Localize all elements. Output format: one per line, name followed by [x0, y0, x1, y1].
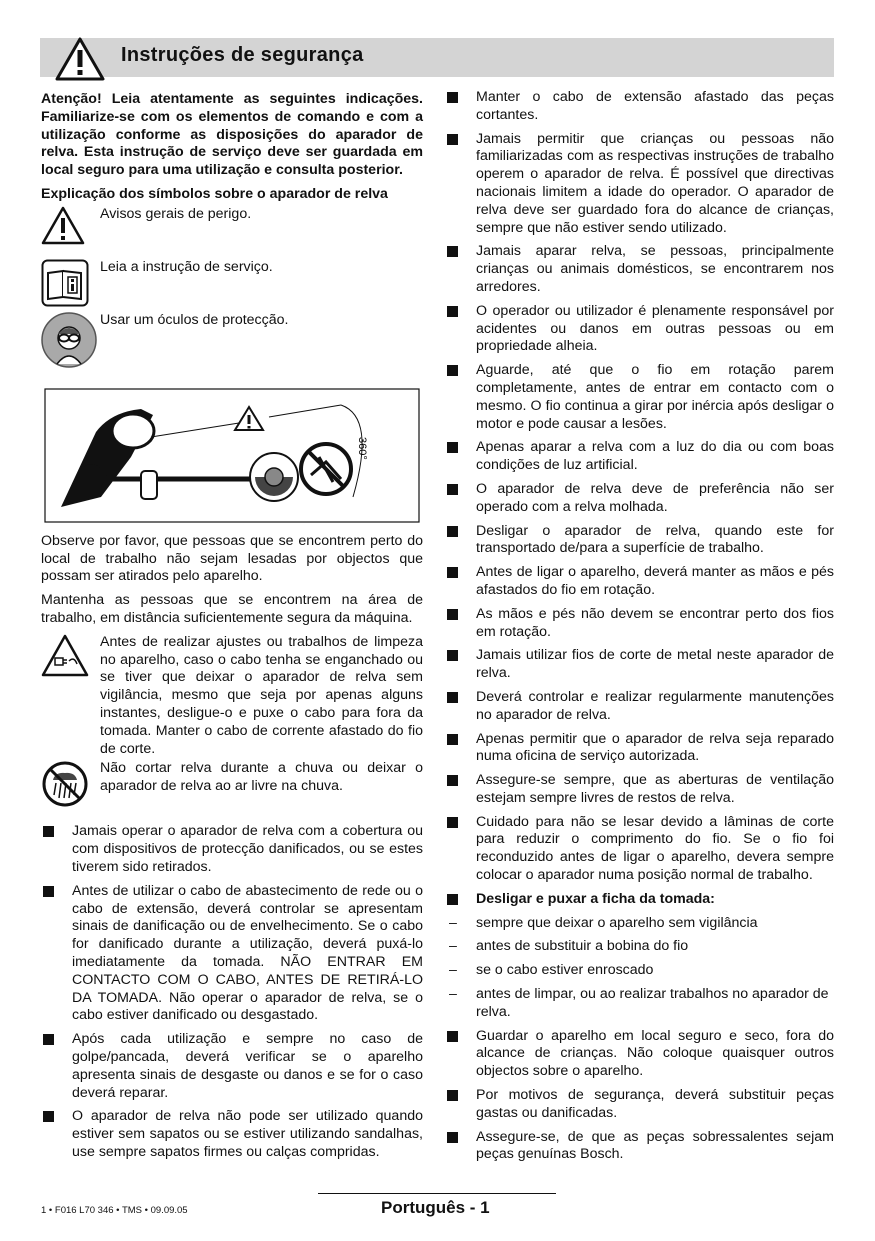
bullet-item: Desligar o aparador de relva, quando este for transportado de/para a superfície de trabalho. [445, 523, 834, 559]
dash-marker: – [449, 914, 457, 931]
bullet-item: Jamais operar o aparador de relva com a cobertura ou com dispositivos de protecção danificados, ou se estes tiverem sido retirados. [41, 823, 423, 876]
dash-text: sempre que deixar o aparelho sem vigilância [476, 914, 758, 931]
no-rain-icon [41, 760, 89, 808]
trimmer-figure [41, 387, 423, 525]
dash-text: antes de substituir a bobina do fio [476, 938, 689, 955]
bullet-item: Por motivos de segurança, deverá substituir peças gastas ou danificadas. [445, 1087, 834, 1123]
dash-item [445, 986, 834, 1022]
section-header [40, 38, 834, 77]
read-manual-icon [41, 259, 89, 307]
rotation-label: 360° [356, 436, 368, 460]
bullet-item: O aparador de relva deve de preferência não ser operado com a relva molhada. [445, 481, 834, 517]
right-column [445, 89, 834, 1170]
symbol-text: Usar um óculos de protecção. [100, 311, 289, 328]
intro-paragraph: Atenção! Leia atentamente as seguintes indicações. Familiarize-se com os elementos de comando e com a utilização conforme as disposições do aparador de relva. Esta instrução de serviço deve ser guardada em local seguro para uma utilização e consulta posterior. [41, 91, 423, 179]
bullet-item: Deverá controlar e realizar regularmente manutenções no aparador de relva. [445, 689, 834, 725]
dash-text: antes de limpar, ou ao realizar trabalhos no aparador de relva. [476, 986, 829, 1020]
unplug-warning-icon [41, 634, 89, 678]
bullet-item: O operador ou utilizador é plenamente responsável por acidentes ou danos em outras pessoas ou em propriedade alheia. [445, 303, 834, 356]
symbol-text: Leia a instrução de serviço. [100, 258, 273, 275]
bullet-item: O aparador de relva não pode ser utilizado quando estiver sem sapatos ou se estiver utilizando sandalhas, use sempre sapatos firmes ou calças compridas. [41, 1108, 423, 1161]
dash-item [445, 915, 834, 933]
bullet-item: Manter o cabo de extensão afastado das peças cortantes. [445, 89, 834, 125]
bullet-item: As mãos e pés não devem se encontrar perto dos fios em rotação. [445, 606, 834, 642]
left-column [41, 91, 423, 1168]
dash-item [445, 938, 834, 956]
symbols-heading: Explicação dos símbolos sobre o aparador de relva [41, 185, 388, 202]
dash-text: se o cabo estiver enroscado [476, 962, 654, 979]
unplug-heading: Desligar e puxar a ficha da tomada: [445, 891, 834, 909]
page-number: Português - 1 [381, 1198, 490, 1217]
bullet-item: Guardar o aparelho em local seguro e seco, fora do alcance de crianças. Não coloque quaisquer outros objectos sobre o aparelho. [445, 1028, 834, 1081]
document-code: 1 • F016 L70 346 • TMS • 09.09.05 [41, 1205, 188, 1216]
page-title: Instruções de segurança [121, 44, 364, 66]
bullet-item: Cuidado para não se lesar devido a lâminas de corte para reduzir o comprimento do fio. Se o fio foi reconduzido antes de ligar o aparelho, devera sempre colocar o aparador numa posição normal de trabalho. [445, 814, 834, 885]
bullet-item: Assegure-se sempre, que as aberturas de ventilação estejam sempre livres de restos de relva. [445, 772, 834, 808]
safety-goggles-icon [41, 312, 97, 368]
rain-instruction [41, 760, 423, 813]
bullet-item: Antes de ligar o aparelho, deverá manter as mãos e pés afastados do fio em rotação. [445, 564, 834, 600]
unplug-instruction [41, 634, 423, 759]
bullet-item: Antes de utilizar o cabo de abastecimento de rede ou o cabo de extensão, deverá controlar se apresentam sinais de danificação ou de envelhecimento. Se o cabo for danificado durante a utilização, deverá puxá-lo imediatamente da tomada. NÃO ENTRAR EM CONTACTO COM O CABO, ANTES DE RETIRÁ-LO DA TOMADA. Não operar o aparador de relva, se o cabo estiver danificado ou desgastado. [41, 883, 423, 1025]
warning-icon [54, 36, 106, 82]
bullet-item: Assegure-se, de que as peças sobressalentes sejam peças genuínas Bosch. [445, 1129, 834, 1165]
dash-marker: – [449, 938, 457, 955]
bullet-item: Jamais utilizar fios de corte de metal neste aparador de relva. [445, 647, 834, 683]
observation-paragraph: Observe por favor, que pessoas que se encontrem perto do local de trabalho não sejam lesadas por objectos que possam ser atirados pelo aparelho. [41, 532, 423, 585]
bullet-item: Após cada utilização e sempre no caso de golpe/pancada, deverá verificar se o aparelho apresenta sinais de desgaste ou danos e se for o caso deverá reparar. [41, 1031, 423, 1102]
symbol-row-danger [41, 206, 423, 259]
distance-paragraph: Mantenha as pessoas que se encontrem na área de trabalho, em distância suficientemente segura da máquina. [41, 592, 423, 626]
bullet-item: Apenas aparar a relva com a luz do dia ou com boas condições de luz artificial. [445, 439, 834, 475]
bullet-item: Jamais permitir que crianças ou pessoas não familiarizadas com as respectivas instruções de trabalho operem o aparador de relva. É possível que directivas nacionais limitem a idade do operador. O aparador de relva deve ser guardado fora do alcance de crianças, sempre que não estiver sendo utilizado. [445, 131, 834, 238]
footer-divider [318, 1193, 556, 1194]
bullet-item: Jamais aparar relva, se pessoas, principalmente crianças ou animais domésticos, se encontrarem nos arredores. [445, 243, 834, 296]
rain-text: Não cortar relva durante a chuva ou deixar o aparador de relva ao ar livre na chuva. [100, 760, 423, 795]
symbol-row-goggles [41, 312, 423, 365]
bullet-item: Apenas permitir que o aparador de relva seja reparado numa oficina de serviço autorizada. [445, 731, 834, 767]
dash-item [445, 962, 834, 980]
dash-marker: – [449, 962, 457, 979]
unplug-text: Antes de realizar ajustes ou trabalhos de limpeza no aparelho, caso o cabo tenha se enganchado ou se tiver que deixar o aparador de relva sem vigilância, mesmo que seja por apenas alguns instantes, desligue-o e puxe o cabo para fora da tomada. Manter o cabo de corrente afastado do fio de corte. [100, 633, 423, 757]
warning-triangle-icon [41, 206, 85, 246]
symbol-text: Avisos gerais de perigo. [100, 205, 252, 222]
dash-marker: – [449, 986, 457, 1003]
bullet-item: Aguarde, até que o fio em rotação parem completamente, antes de entrar em contacto com o mesmo. O fio continua a girar por inércia após desligar o motor e pode causar a lesões. [445, 362, 834, 433]
symbol-row-manual [41, 259, 423, 312]
